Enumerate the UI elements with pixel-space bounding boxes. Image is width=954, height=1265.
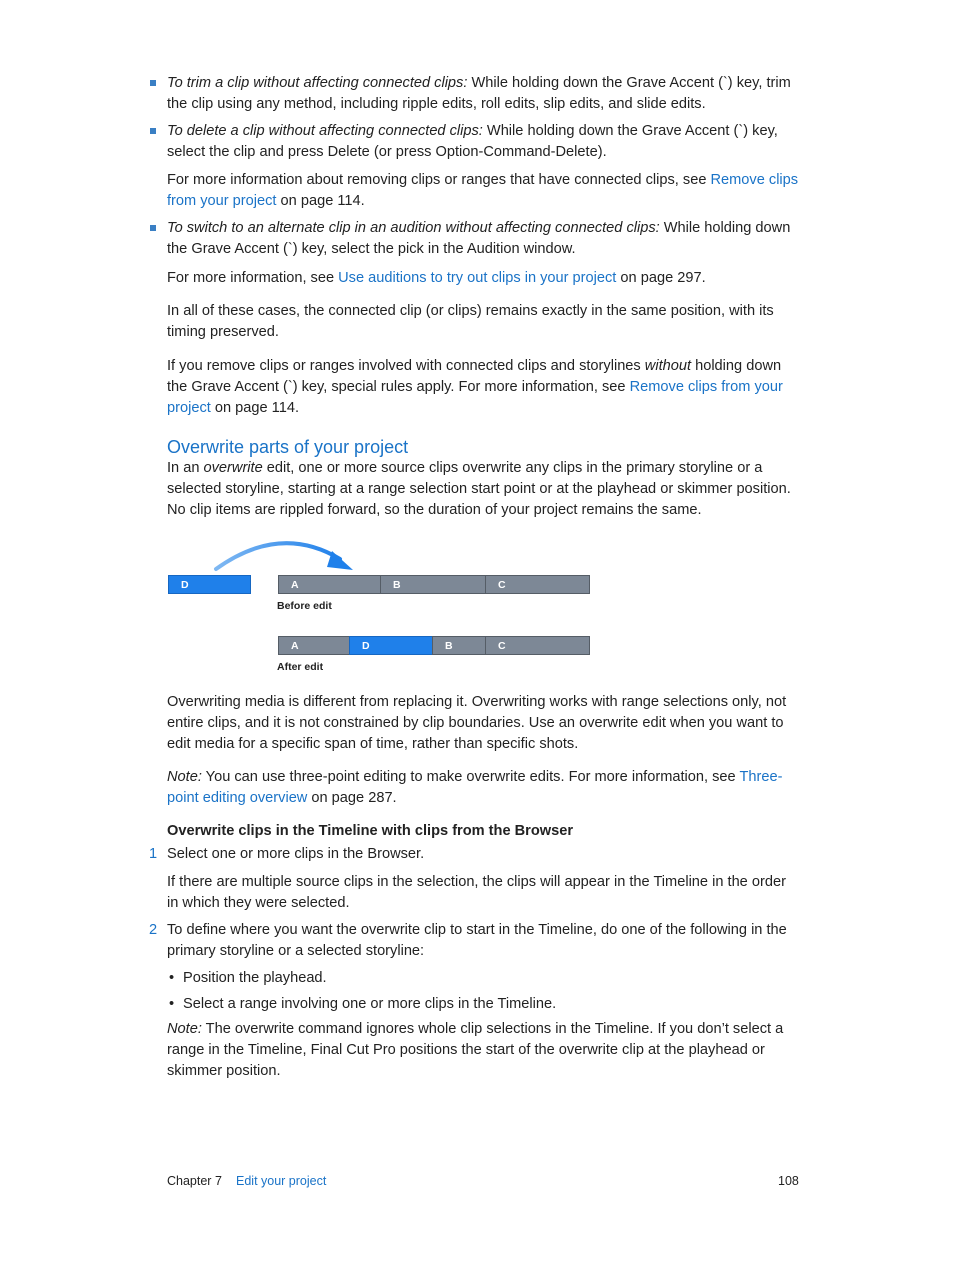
page-ref: on page 297. xyxy=(616,270,706,286)
note-label: Note: xyxy=(167,769,202,785)
bullet-trim-text: While holding down the Grave Accent (`) key, trim the clip using any method, including ripple edits, roll edits, slip edits, and slide edits. xyxy=(167,75,791,112)
list-bullet: • xyxy=(169,970,175,986)
before-clip-c: C xyxy=(485,575,590,594)
bullet-trim-lead: To trim a clip without affecting connected clips: xyxy=(167,75,468,91)
bullet-delete-lead: To delete a clip without affecting connected clips: xyxy=(167,123,483,139)
para-remove-text: holding down the Grave Accent (`) key, special rules apply. For more information, see xyxy=(167,358,782,395)
bullet-marker xyxy=(150,128,156,134)
after-clip-a: A xyxy=(278,636,350,655)
note-three-point xyxy=(167,767,799,809)
bullet-delete-more xyxy=(167,170,799,212)
after-clip-b: B xyxy=(432,636,486,655)
para-overwriting: Overwriting media is different from replacing it. Overwriting works with range selections only, not entire clips, and it is not constrained by clip boundaries. Use an overwrite edit when you want to edit media for a specific span of time, rather than specific shots. xyxy=(167,694,787,752)
page-number: 108 xyxy=(778,1174,799,1188)
bullet-marker xyxy=(150,80,156,86)
bullet-audition-lead: To switch to an alternate clip in an audition without affecting connected clips: xyxy=(167,220,660,236)
page-ref: on page 114. xyxy=(276,193,365,209)
before-clip-b: B xyxy=(380,575,486,594)
arrow-icon xyxy=(210,533,360,575)
link-remove-clips[interactable]: Remove clips from your project xyxy=(167,172,799,209)
note-text: You can use three-point editing to make overwrite edits. For more information, see xyxy=(201,769,740,785)
before-edit-label: Before edit xyxy=(277,600,332,612)
section-heading: Overwrite parts of your project xyxy=(167,437,409,457)
para-cases: In all of these cases, the connected clip (or clips) remains exactly in the same position, with its timing preserved. xyxy=(167,303,774,340)
bullet-delete xyxy=(167,121,799,163)
step-2: To define where you want the overwrite clip to start in the Timeline, do one of the following in the primary storyline or a selected storyline: xyxy=(167,922,787,959)
bullet-marker xyxy=(150,225,156,231)
link-use-auditions[interactable]: Use auditions to try out clips in your project xyxy=(338,270,617,286)
para-remove xyxy=(167,356,799,419)
bullet-audition xyxy=(167,218,799,260)
footer-chapter: Chapter 7 xyxy=(167,1174,222,1188)
list-item: Position the playhead. xyxy=(183,970,327,986)
step-1-more: If there are multiple source clips in the selection, the clips will appear in the Timeline in the order in which they were selected. xyxy=(167,874,786,911)
page-ref: on page 287. xyxy=(307,790,397,806)
para-remove-text: If you remove clips or ranges involved with connected clips and storylines xyxy=(167,358,645,374)
section-intro xyxy=(167,458,799,521)
bullet-audition-text: While holding down the Grave Accent (`) key, select the pick in the Audition window. xyxy=(167,220,791,257)
step-1: Select one or more clips in the Browser. xyxy=(167,846,425,862)
step-number: 2 xyxy=(149,922,158,938)
link-three-point-editing[interactable]: Three-point editing overview xyxy=(167,769,783,806)
note-overwrite-command xyxy=(167,1019,799,1082)
after-edit-label: After edit xyxy=(277,661,324,673)
footer-chapter-link[interactable]: Edit your project xyxy=(236,1174,327,1188)
more-info-text: For more information about removing clips or ranges that have connected clips, see xyxy=(167,172,711,188)
bullet-delete-text: While holding down the Grave Accent (`) key, select the clip and press Delete (or press Option-Command-Delete). xyxy=(167,123,778,160)
emphasis: without xyxy=(644,358,692,374)
intro-text: edit, one or more source clips overwrite any clips in the primary storyline or a selected storyline, starting at a range selection start point or at the playhead or skimmer position. No clip items are rippled forward, so the duration of your project remains the same. xyxy=(167,460,791,518)
after-clip-c: C xyxy=(485,636,590,655)
emphasis: overwrite xyxy=(203,460,263,476)
page-ref: on page 114. xyxy=(210,400,299,416)
before-clip-a: A xyxy=(278,575,381,594)
after-clip-d: D xyxy=(349,636,433,655)
note-text: The overwrite command ignores whole clip selections in the Timeline. If you don’t select a range in the Timeline, Final Cut Pro positions the start of the overwrite clip at the playhead or skimmer position. xyxy=(167,1021,784,1079)
bullet-trim xyxy=(167,73,799,115)
source-clip-d: D xyxy=(168,575,251,594)
link-remove-clips[interactable]: Remove clips from your project xyxy=(167,379,783,416)
task-title: Overwrite clips in the Timeline with clips from the Browser xyxy=(167,823,574,839)
note-label: Note: xyxy=(167,1021,202,1037)
list-item: Select a range involving one or more clips in the Timeline. xyxy=(183,996,557,1012)
list-bullet: • xyxy=(169,996,175,1012)
step-number: 1 xyxy=(149,846,158,862)
bullet-audition-more xyxy=(167,268,799,289)
intro-text: In an xyxy=(167,460,204,476)
more-info-text: For more information, see xyxy=(167,270,339,286)
